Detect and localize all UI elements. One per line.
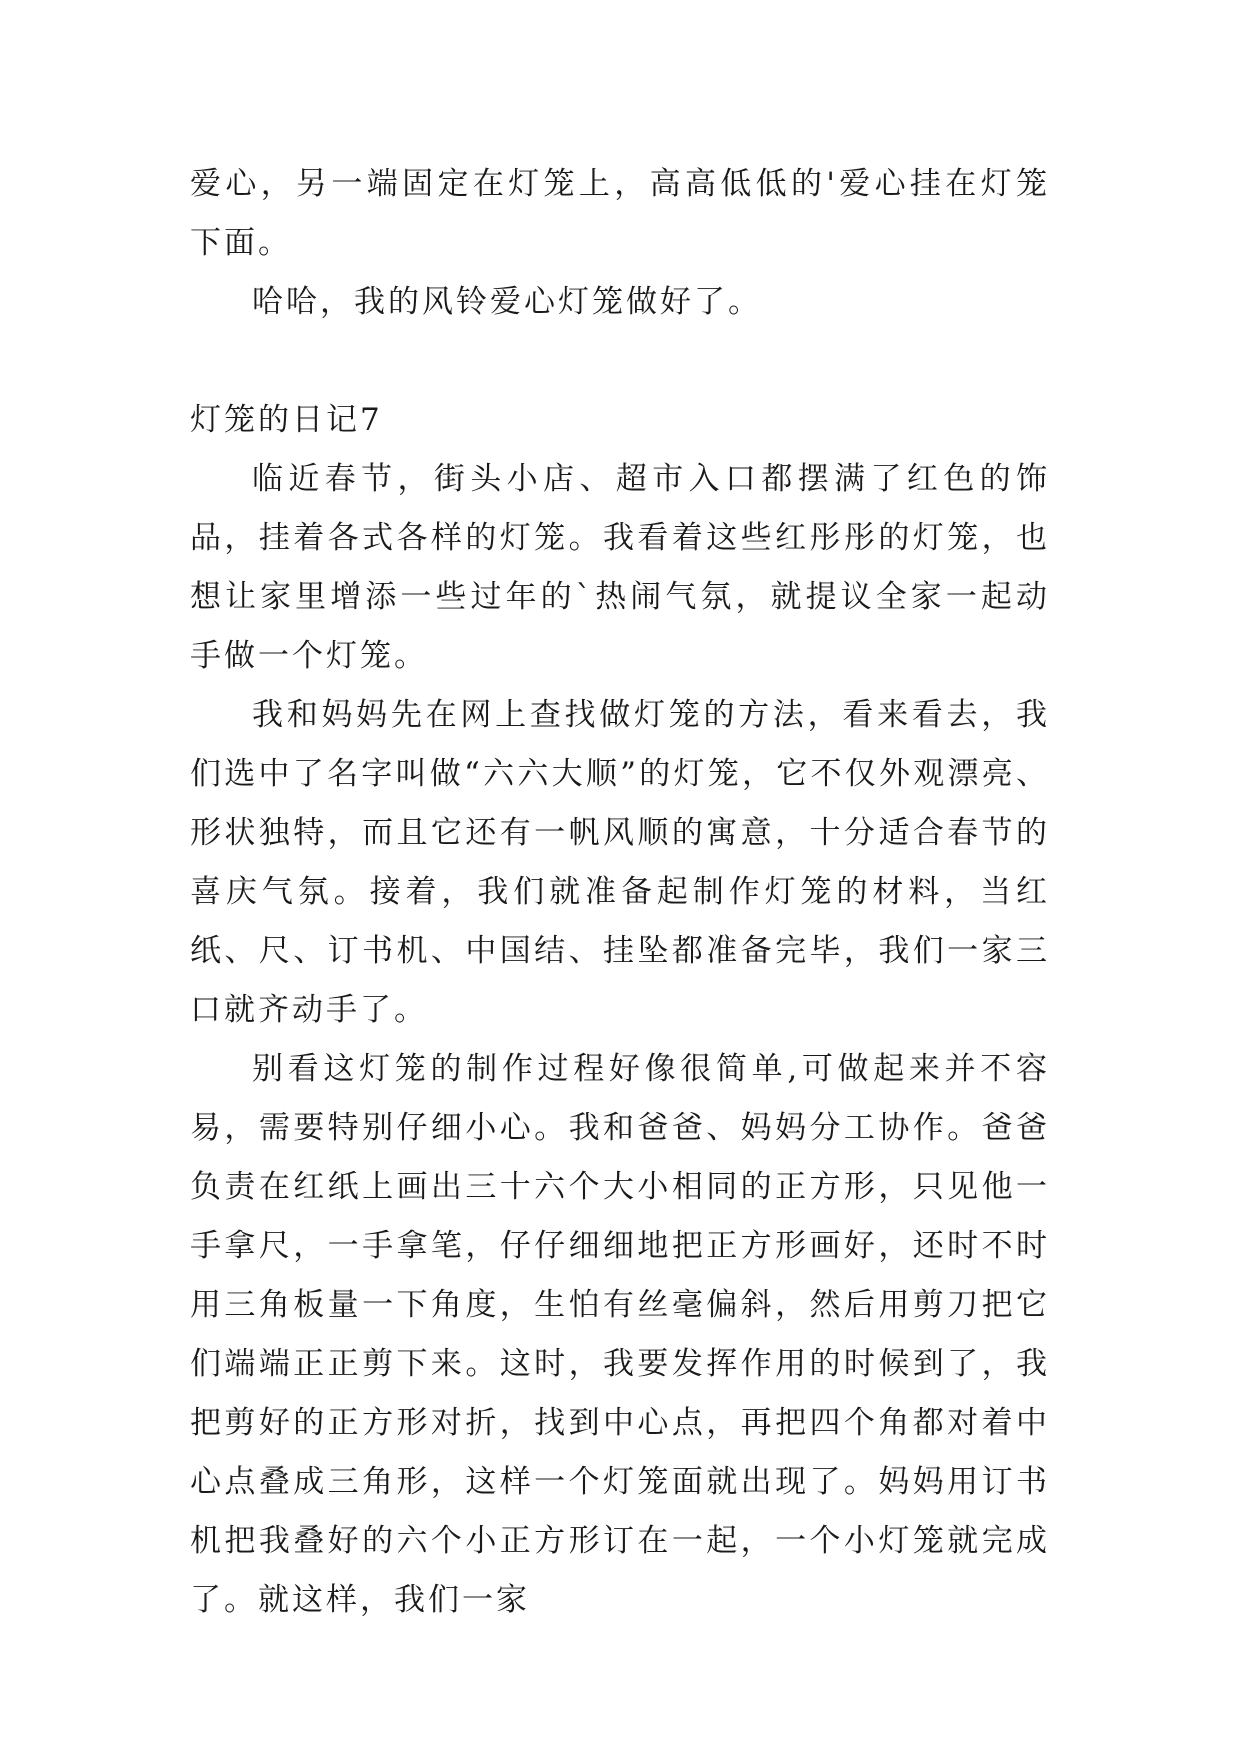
paragraph-making: 别看这灯笼的制作过程好像很简单,可做起来并不容易，需要特别仔细小心。我和爸爸、妈妈分工协作。爸爸负责在红纸上画出三十六个大小相同的正方形，只见他一手拿尺，一手拿笔，仔仔细细地把正方形画好，还时不时用三角板量一下角度，生怕有丝毫偏斜，然后用剪刀把它们端端正正剪下来。这时，我要发挥作用的时候到了，我把剪好的正方形对折，找到中心点，再把四个角都对着中心点叠成三角形，这样一个灯笼面就出现了。妈妈用订书机把我叠好的六个小正方形订在一起，一个小灯笼就完成了。就这样，我们一家	[190, 1051, 1050, 1618]
section-heading: 灯笼的日记7	[190, 402, 383, 438]
paragraph-continuation: 爱心，另一端固定在灯笼上，高高低低的'爱心挂在灯笼下面。	[190, 166, 1050, 261]
paragraph-preparation: 我和妈妈先在网上查找做灯笼的方法，看来看去，我们选中了名字叫做“六六大顺”的灯笼，它不仅外观漂亮、形状独特，而且它还有一帆风顺的寓意，十分适合春节的喜庆气氛。接着，我们就准备起制作灯笼的材料，当红纸、尺、订书机、中国结、挂坠都准备完毕，我们一家三口就齐动手了。	[190, 697, 1050, 1028]
section-spacer	[190, 332, 1050, 391]
paragraph-intro: 临近春节，街头小店、超市入口都摆满了红色的饰品，挂着各式各样的灯笼。我看着这些红彤彤的灯笼，也想让家里增添一些过年的`热闹气氛，就提议全家一起动手做一个灯笼。	[190, 461, 1050, 674]
paragraph-finish: 哈哈，我的风铃爱心灯笼做好了。	[252, 284, 762, 320]
document-body	[190, 155, 1050, 1630]
